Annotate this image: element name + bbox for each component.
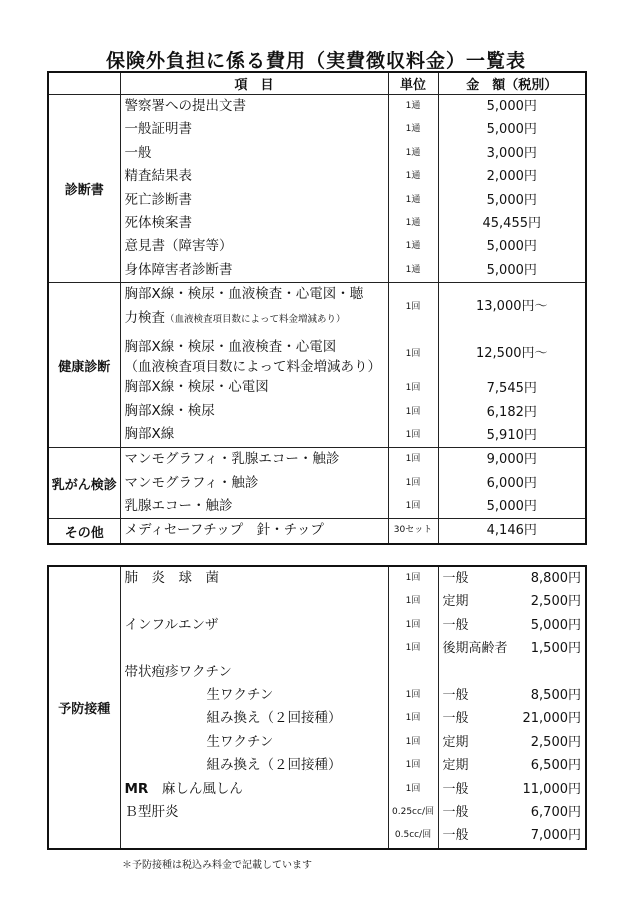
unit-cell: 1通 bbox=[405, 241, 421, 252]
kind-label: 一般 bbox=[442, 781, 469, 797]
price-cell: 5,910円 bbox=[486, 427, 537, 443]
kind-label: 一般 bbox=[442, 687, 469, 703]
kind-label: 後期高齢者 bbox=[442, 641, 508, 657]
item-list bbox=[120, 566, 388, 849]
unit-cell: 1通 bbox=[405, 147, 421, 158]
list-item: 肺 炎 球 菌 bbox=[124, 570, 219, 586]
section-shindansho bbox=[48, 95, 586, 283]
price-row bbox=[439, 637, 586, 660]
unit-cell bbox=[389, 661, 438, 684]
vaccine-table bbox=[47, 565, 587, 850]
list-item: 胸部X線・検尿・血液検査・心電図 bbox=[124, 338, 337, 355]
unit-cell: 1通 bbox=[405, 124, 421, 135]
category-label: その他 bbox=[48, 519, 120, 544]
unit-cell: 1回 bbox=[405, 713, 421, 724]
item-note: （血液検査項目数によって料金増減あり） bbox=[165, 313, 346, 325]
price-row bbox=[439, 731, 586, 754]
price-cell: 13,000円～ bbox=[476, 299, 548, 315]
price-list bbox=[438, 95, 586, 283]
kind-label: 一般 bbox=[442, 828, 469, 844]
kind-label: 一般 bbox=[442, 617, 469, 633]
list-item bbox=[121, 307, 388, 330]
price-cell: 5,000円 bbox=[486, 239, 537, 255]
item-text: 麻しん風しん bbox=[161, 780, 243, 797]
price-list bbox=[438, 283, 586, 448]
unit-cell: 1通 bbox=[405, 217, 421, 228]
item-list bbox=[120, 519, 388, 544]
price-cell: 2,000円 bbox=[486, 169, 537, 185]
kind-label: 一般 bbox=[442, 804, 469, 820]
price-cell: 3,000円 bbox=[486, 145, 537, 161]
list-item: 胸部X線・検尿・心電図 bbox=[124, 379, 269, 396]
footnote: ＊予防接種は税込み料金で記載しています bbox=[122, 860, 312, 871]
price-cell: 5,000円 bbox=[486, 122, 537, 138]
item-list bbox=[120, 448, 388, 519]
price-row bbox=[439, 684, 586, 707]
list-item: 身体障害者診断書 bbox=[124, 261, 233, 278]
kind-label: 定期 bbox=[442, 758, 469, 774]
kind-label: 一般 bbox=[442, 571, 469, 586]
list-item: マンモグラフィ・触診 bbox=[124, 474, 259, 491]
unit-list bbox=[388, 448, 438, 519]
item-list bbox=[120, 283, 388, 448]
unit-cell: 1回 bbox=[405, 736, 421, 747]
fee-table bbox=[47, 71, 587, 545]
unit-cell: 1回 bbox=[405, 501, 421, 512]
section-sonota bbox=[48, 519, 586, 544]
list-item: 生ワクチン bbox=[206, 686, 274, 703]
list-item: 組み換え（２回接種） bbox=[206, 757, 342, 774]
list-item bbox=[121, 637, 388, 660]
table-header bbox=[48, 72, 586, 95]
price-row bbox=[439, 614, 586, 637]
price-cell: 7,000円 bbox=[530, 828, 581, 844]
category-label: 乳がん検診 bbox=[48, 448, 120, 519]
unit-cell: 1回 bbox=[405, 619, 421, 630]
kind-label: 一般 bbox=[442, 711, 469, 727]
unit-cell: 1回 bbox=[405, 383, 421, 394]
price-cell: 5,000円 bbox=[486, 192, 537, 208]
price-row bbox=[439, 824, 586, 847]
item-note: （血液検査項目数によって料金増減あり） bbox=[124, 359, 381, 376]
header-category bbox=[48, 72, 120, 95]
price-cell: 5,000円 bbox=[486, 499, 537, 515]
unit-cell: 1通 bbox=[405, 101, 421, 111]
unit-cell: 1通 bbox=[405, 194, 421, 205]
unit-cell: 1回 bbox=[405, 783, 421, 794]
unit-list bbox=[388, 283, 438, 448]
price-cell: 6,700円 bbox=[530, 804, 581, 820]
unit-cell: 1回 bbox=[405, 454, 421, 465]
price-cell: 8,800円 bbox=[530, 571, 581, 586]
list-item: 乳腺エコー・触診 bbox=[124, 498, 233, 515]
price-cell: 12,500円～ bbox=[476, 346, 548, 362]
unit-cell: 1回 bbox=[405, 596, 421, 607]
section-vaccine bbox=[48, 566, 586, 849]
list-item: 生ワクチン bbox=[206, 733, 274, 750]
unit-cell: 1通 bbox=[405, 171, 421, 182]
category-label: 健康診断 bbox=[48, 283, 120, 448]
price-cell: 8,500円 bbox=[530, 687, 581, 703]
list-item: 胸部X線・検尿 bbox=[124, 402, 215, 419]
unit-list bbox=[388, 95, 438, 283]
list-item: 警察署への提出文書 bbox=[124, 98, 246, 114]
list-item: 胸部X線 bbox=[124, 426, 175, 443]
unit-cell: 0.25cc/回 bbox=[392, 806, 434, 817]
price-cell: 4,146円 bbox=[486, 523, 537, 539]
price-cell: 11,000円 bbox=[522, 781, 581, 797]
unit-cell: 1回 bbox=[405, 477, 421, 488]
list-item: 一般証明書 bbox=[124, 121, 192, 138]
list-item bbox=[121, 824, 388, 847]
unit-cell: 30セット bbox=[393, 525, 433, 536]
price-list bbox=[438, 519, 586, 544]
kind-label: 定期 bbox=[442, 734, 469, 750]
price-cell: 6,000円 bbox=[486, 475, 537, 491]
price-cell: 5,000円 bbox=[530, 617, 581, 633]
unit-cell: 1回 bbox=[405, 302, 421, 313]
page-title: 保険外負担に係る費用（実費徴収料金）一覧表 bbox=[105, 50, 526, 72]
header-unit: 単位 bbox=[388, 72, 438, 95]
price-row bbox=[439, 801, 586, 824]
item-list bbox=[120, 95, 388, 283]
kind-label: 定期 bbox=[442, 594, 469, 610]
unit-cell: 1回 bbox=[405, 406, 421, 417]
price-cell: 21,000円 bbox=[522, 711, 581, 727]
price-cell: 5,000円 bbox=[486, 262, 537, 278]
list-item: 死体検案書 bbox=[124, 214, 192, 231]
category-label: 診断書 bbox=[48, 95, 120, 283]
list-item bbox=[121, 778, 388, 801]
price-cell: 2,500円 bbox=[530, 734, 581, 750]
price-cell: 5,000円 bbox=[486, 99, 537, 114]
price-cell: 6,182円 bbox=[486, 404, 537, 420]
unit-list bbox=[388, 519, 438, 544]
unit-cell: 1回 bbox=[405, 349, 421, 360]
list-item: インフルエンザ bbox=[124, 616, 219, 633]
list-item: Ｂ型肝炎 bbox=[124, 803, 179, 820]
unit-cell: 1回 bbox=[405, 429, 421, 440]
list-item: 死亡診断書 bbox=[124, 191, 192, 208]
unit-cell: 1回 bbox=[405, 760, 421, 771]
list-item: 胸部X線・検尿・血液検査・心電図・聴 bbox=[124, 286, 364, 303]
header-price: 金 額（税別） bbox=[438, 72, 586, 95]
price-cell: 7,545円 bbox=[486, 381, 537, 397]
unit-cell: 1回 bbox=[405, 573, 421, 583]
unit-cell: 1回 bbox=[405, 689, 421, 700]
header-item: 項 目 bbox=[120, 72, 388, 95]
price-cell: 1,500円 bbox=[530, 641, 581, 657]
list-item: 組み換え（２回接種） bbox=[206, 710, 342, 727]
unit-cell: 1通 bbox=[405, 264, 421, 275]
list-item: 帯状疱疹ワクチン bbox=[124, 663, 232, 680]
price-row bbox=[439, 707, 586, 730]
price-cell: 2,500円 bbox=[530, 594, 581, 610]
price-list bbox=[438, 566, 586, 849]
unit-cell: 0.5cc/回 bbox=[394, 830, 432, 841]
list-item: 一般 bbox=[124, 144, 152, 161]
item-text: 力検査 bbox=[124, 309, 165, 326]
list-item: 意見書（障害等） bbox=[124, 238, 233, 255]
list-item bbox=[121, 590, 388, 613]
list-item: メディセーフチップ 針・チップ bbox=[124, 522, 324, 539]
list-item: マンモグラフィ・乳腺エコー・触診 bbox=[124, 451, 340, 468]
price-list bbox=[438, 448, 586, 519]
price-row bbox=[439, 661, 586, 684]
price-cell: 9,000円 bbox=[486, 452, 537, 468]
price-row bbox=[439, 590, 586, 613]
price-row bbox=[439, 778, 586, 801]
list-item: 精査結果表 bbox=[124, 168, 192, 185]
unit-cell: 1回 bbox=[405, 643, 421, 654]
section-nyugan bbox=[48, 448, 586, 519]
price-cell: 6,500円 bbox=[530, 758, 581, 774]
unit-list bbox=[388, 566, 438, 849]
section-kenko bbox=[48, 283, 586, 448]
category-label: 予防接種 bbox=[48, 566, 120, 849]
price-row bbox=[439, 567, 586, 590]
price-cell: 45,455円 bbox=[482, 215, 541, 231]
price-row bbox=[439, 754, 586, 777]
mr-label: MR bbox=[124, 780, 149, 797]
